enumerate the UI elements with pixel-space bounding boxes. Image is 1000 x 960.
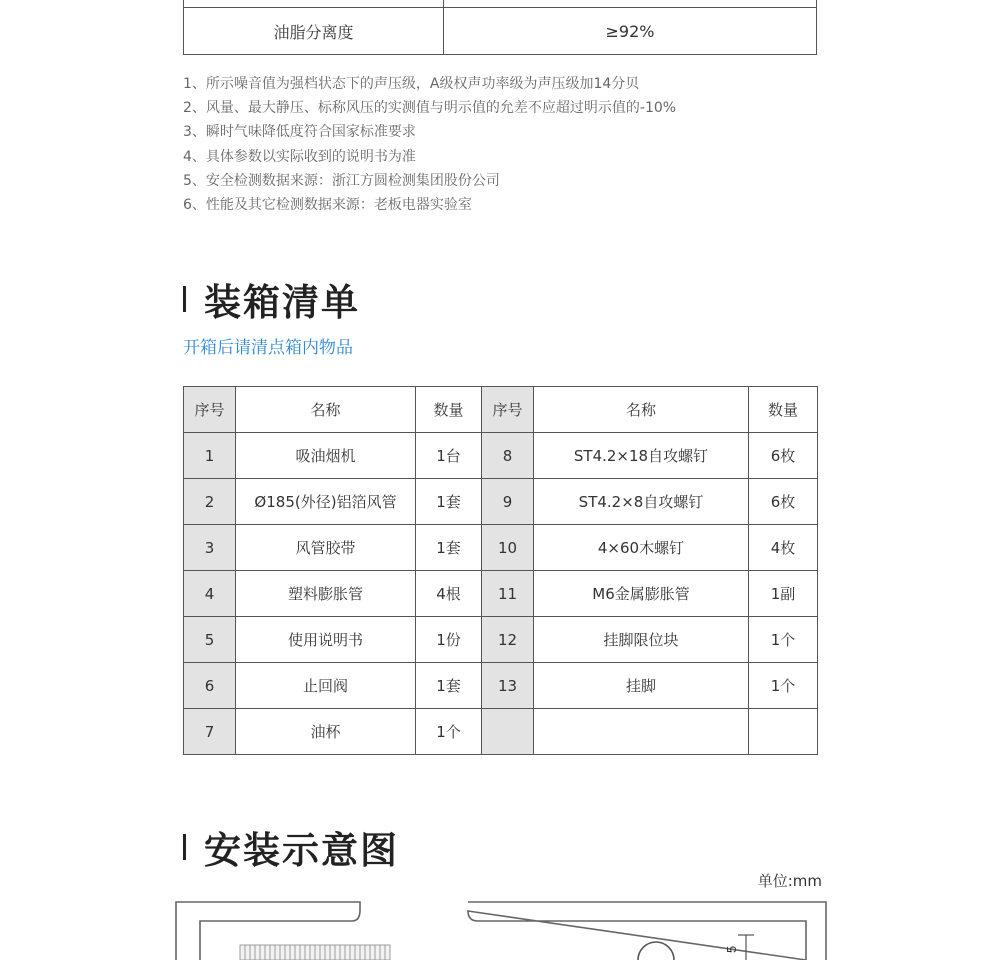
cell-qty: 1个 <box>749 617 818 663</box>
cell-name: 塑料膨胀管 <box>236 571 416 617</box>
install-diagram <box>0 895 1000 960</box>
table-row <box>184 433 818 479</box>
note-item: 6、性能及其它检测数据来源：老板电器实验室 <box>183 197 472 214</box>
packing-list-subtitle: 开箱后请清点箱内物品 <box>183 338 353 358</box>
cell-index: 2 <box>184 479 236 525</box>
cell-qty: 1副 <box>749 571 818 617</box>
table-row <box>184 571 818 617</box>
cell-index: 8 <box>482 433 534 479</box>
cell-name: ST4.2×18自攻螺钉 <box>534 433 749 479</box>
table-row <box>184 709 818 755</box>
air-duct-drawing <box>240 945 390 960</box>
table-row <box>184 525 818 571</box>
note-item: 1、所示噪音值为强档状态下的声压级，A级权声功率级为声压级加14分贝 <box>183 76 640 92</box>
cell-index: 11 <box>482 571 534 617</box>
cell-name: 使用说明书 <box>236 617 416 663</box>
cell-qty: 1套 <box>416 525 482 571</box>
cell-qty: 6枚 <box>749 433 818 479</box>
cell-name: 油杯 <box>236 709 416 755</box>
header-index: 序号 <box>482 387 534 433</box>
cell-name: 吸油烟机 <box>236 433 416 479</box>
spec-table <box>183 0 817 55</box>
spec-row <box>184 0 817 8</box>
cell-index: 10 <box>482 525 534 571</box>
header-qty: 数量 <box>416 387 482 433</box>
spec-value <box>444 0 817 8</box>
cell-index: 12 <box>482 617 534 663</box>
cell-index: 13 <box>482 663 534 709</box>
install-diagram-heading <box>183 820 399 874</box>
note-item: 3、瞬时气味降低度符合国家标准要求 <box>183 124 416 141</box>
cell-name: 挂脚 <box>534 663 749 709</box>
packing-list-heading <box>183 272 360 326</box>
spec-notes <box>183 72 883 217</box>
spec-row <box>184 8 817 55</box>
cell-index: 1 <box>184 433 236 479</box>
table-row <box>184 479 818 525</box>
cell-qty: 6枚 <box>749 479 818 525</box>
cell-qty: 1个 <box>749 663 818 709</box>
header-name: 名称 <box>534 387 749 433</box>
cell-index: 6 <box>184 663 236 709</box>
unit-label: 单位:mm <box>757 872 822 890</box>
cell-qty: 1套 <box>416 479 482 525</box>
cell-index <box>482 709 534 755</box>
heading-bar <box>183 286 186 312</box>
spec-value: ≥92% <box>444 8 817 55</box>
cell-index: 4 <box>184 571 236 617</box>
note-item: 5、安全检测数据来源：浙江方圆检测集团股份公司 <box>183 172 500 189</box>
cell-name: M6金属膨胀管 <box>534 571 749 617</box>
cell-qty: 4枚 <box>749 525 818 571</box>
cell-index: 7 <box>184 709 236 755</box>
packing-table <box>183 386 818 755</box>
spec-label: 油脂分离度 <box>184 8 444 55</box>
cell-name: Ø185(外径)铝箔风管 <box>236 479 416 525</box>
cell-name: 止回阀 <box>236 663 416 709</box>
dimension-label: 5 <box>724 945 739 953</box>
cell-qty: 1台 <box>416 433 482 479</box>
cell-qty: 1个 <box>416 709 482 755</box>
header-index: 序号 <box>184 387 236 433</box>
cell-qty: 1套 <box>416 663 482 709</box>
cell-name: 挂脚限位块 <box>534 617 749 663</box>
spec-label <box>184 0 444 8</box>
note-item: 4、具体参数以实际收到的说明书为准 <box>183 148 416 165</box>
cell-name <box>534 709 749 755</box>
note-item: 2、风量、最大静压、标称风压的实测值与明示值的允差不应超过明示值的-10% <box>183 100 677 117</box>
cell-index: 5 <box>184 617 236 663</box>
packing-header-row <box>184 387 818 433</box>
cell-name: 风管胶带 <box>236 525 416 571</box>
cell-qty <box>749 709 818 755</box>
heading-bar <box>183 834 186 860</box>
install-diagram-title: 安装示意图 <box>204 829 399 872</box>
header-name: 名称 <box>236 387 416 433</box>
cell-name: ST4.2×8自攻螺钉 <box>534 479 749 525</box>
cell-qty: 4根 <box>416 571 482 617</box>
cell-index: 3 <box>184 525 236 571</box>
table-row <box>184 663 818 709</box>
mount-hole-drawing <box>638 942 674 960</box>
cell-index: 9 <box>482 479 534 525</box>
table-row <box>184 617 818 663</box>
packing-list-title: 装箱清单 <box>204 281 360 324</box>
cell-name: 4×60木螺钉 <box>534 525 749 571</box>
cell-qty: 1份 <box>416 617 482 663</box>
header-qty: 数量 <box>749 387 818 433</box>
